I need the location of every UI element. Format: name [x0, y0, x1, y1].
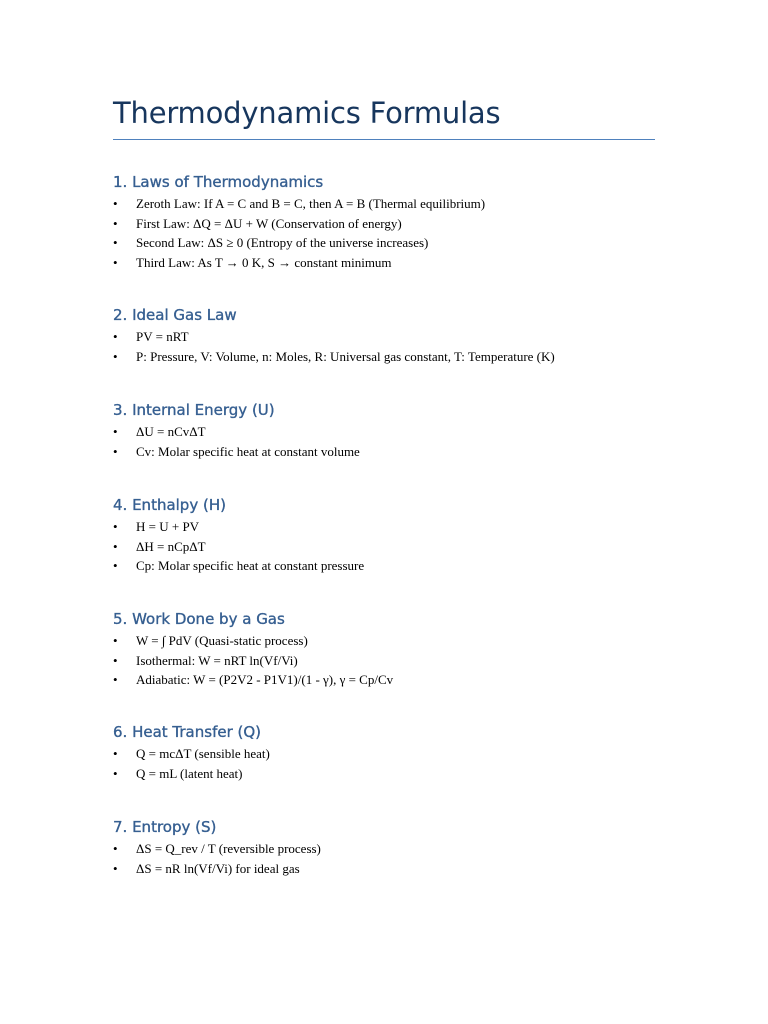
- section-work-done-by-gas: [113, 608, 655, 690]
- list-item: [113, 442, 655, 462]
- bullet-icon: •: [113, 860, 118, 876]
- bullet-list: [113, 327, 655, 366]
- bullet-icon: •: [113, 254, 118, 270]
- bullet-list: [113, 631, 655, 690]
- list-item: [113, 253, 655, 273]
- section-internal-energy: [113, 399, 655, 461]
- list-item: [113, 537, 655, 557]
- bullet-icon: •: [113, 652, 118, 668]
- list-item-text: Zeroth Law: If A = C and B = C, then A = B (Thermal equilibrium): [136, 196, 486, 211]
- section-heading: 7. Entropy (S): [113, 818, 217, 836]
- list-item: [113, 839, 655, 859]
- bullet-icon: •: [113, 841, 118, 856]
- list-item: [113, 347, 655, 367]
- list-item-text: Isothermal: W = nRT ln(Vf/Vi): [136, 652, 298, 668]
- bullet-list: [113, 194, 655, 272]
- section-enthalpy: [113, 494, 655, 576]
- list-item: [113, 233, 655, 253]
- bullet-icon: •: [113, 519, 118, 534]
- list-item: [113, 194, 655, 214]
- list-item: [113, 214, 655, 234]
- list-item: [113, 422, 655, 442]
- list-item-text: First Law: ΔQ = ΔU + W (Conservation of energy): [136, 215, 402, 231]
- list-item: [113, 651, 655, 671]
- list-item: [113, 327, 655, 347]
- list-item-text: Third Law: As T → 0 K, S → constant minimum: [136, 254, 392, 270]
- list-item-text: ΔH = nCpΔT: [136, 538, 206, 554]
- bullet-icon: •: [113, 538, 118, 554]
- section-ideal-gas-law: [113, 304, 655, 366]
- section-heading: 1. Laws of Thermodynamics: [113, 173, 324, 191]
- list-item-text: Adiabatic: W = (P2V2 - P1V1)/(1 - γ), γ = Cp/Cv: [136, 672, 394, 688]
- section-heading: 2. Ideal Gas Law: [113, 306, 237, 324]
- bullet-icon: •: [113, 672, 118, 688]
- bullet-icon: •: [113, 235, 118, 251]
- section-heading: 4. Enthalpy (H): [113, 496, 226, 514]
- bullet-icon: •: [113, 329, 118, 344]
- list-item-text: Q = mcΔT (sensible heat): [136, 746, 270, 761]
- title-divider: [113, 139, 655, 140]
- bullet-icon: •: [113, 765, 118, 781]
- list-item: [113, 744, 655, 764]
- bullet-icon: •: [113, 746, 118, 761]
- page-title: Thermodynamics Formulas: [113, 96, 501, 130]
- bullet-icon: •: [113, 424, 118, 439]
- bullet-list: [113, 744, 655, 783]
- list-item: [113, 764, 655, 784]
- list-item: [113, 670, 655, 690]
- bullet-icon: •: [113, 443, 118, 459]
- list-item-text: W = ∫ PdV (Quasi-static process): [136, 633, 308, 648]
- bullet-icon: •: [113, 215, 118, 231]
- list-item: [113, 631, 655, 651]
- list-item-text: H = U + PV: [136, 519, 200, 534]
- bullet-icon: •: [113, 196, 118, 211]
- list-item-text: ΔS = Q_rev / T (reversible process): [136, 841, 321, 856]
- list-item-text: Cp: Molar specific heat at constant pressure: [136, 558, 365, 574]
- bullet-icon: •: [113, 633, 118, 648]
- bullet-list: [113, 422, 655, 461]
- bullet-icon: •: [113, 348, 118, 364]
- list-item-text: PV = nRT: [136, 329, 189, 344]
- list-item-text: ΔS = nR ln(Vf/Vi) for ideal gas: [136, 860, 300, 876]
- bullet-list: [113, 517, 655, 576]
- list-item-text: Cv: Molar specific heat at constant volume: [136, 443, 360, 459]
- bullet-icon: •: [113, 558, 118, 574]
- section-heading: 5. Work Done by a Gas: [113, 610, 285, 628]
- list-item: [113, 517, 655, 537]
- list-item: [113, 556, 655, 576]
- list-item-text: P: Pressure, V: Volume, n: Moles, R: Universal gas constant, T: Temperature (K): [136, 348, 555, 364]
- section-entropy: [113, 816, 655, 878]
- bullet-list: [113, 839, 655, 878]
- section-laws-of-thermodynamics: [113, 171, 655, 272]
- section-heading: 3. Internal Energy (U): [113, 401, 275, 419]
- list-item-text: Second Law: ΔS ≥ 0 (Entropy of the universe increases): [136, 235, 429, 251]
- list-item-text: Q = mL (latent heat): [136, 765, 243, 781]
- list-item: [113, 859, 655, 879]
- section-heat-transfer: [113, 721, 655, 783]
- list-item-text: ΔU = nCvΔT: [136, 424, 206, 439]
- section-heading: 6. Heat Transfer (Q): [113, 723, 262, 741]
